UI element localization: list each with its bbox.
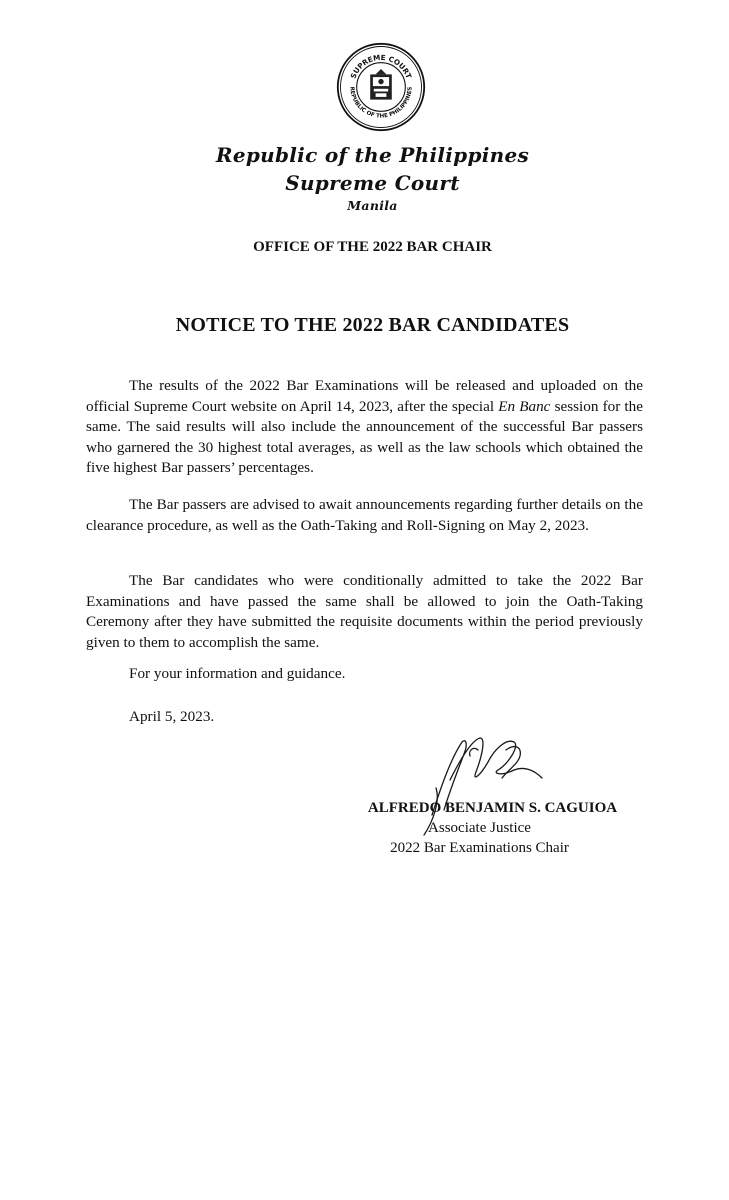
notice-date: April 5, 2023.	[129, 708, 215, 725]
header-court: Supreme Court	[285, 171, 460, 195]
closing-line: For your information and guidance.	[129, 665, 346, 682]
signatory-name: ALFREDO BENJAMIN S. CAGUIOA	[367, 800, 618, 816]
notice-title: NOTICE TO THE 2022 BAR CANDIDATES	[175, 314, 570, 336]
office-heading: OFFICE OF THE 2022 BAR CHAIR	[253, 239, 492, 255]
supreme-court-seal	[336, 42, 426, 132]
paragraph-1-part-b: session for the same. The said results will also include the announcement of the successful Bar passers who garnered the 30 highest total averages, as well as the law schools which obtained the five highest Bar passers’ percentages.	[86, 397, 643, 476]
signatory-role: 2022 Bar Examinations Chair	[390, 840, 569, 856]
paragraph-3: The Bar candidates who were conditionally admitted to take the 2022 Bar Examinations and have passed the same shall be allowed to join the Oath-Taking Ceremony after they have submitted the requisite documents within the period previously given to them to accomplish the same.	[86, 572, 643, 651]
paragraph-1-part-a: The results of the 2022 Bar Examinations will be released and uploaded on the official Supreme Court website on April 14, 2023, after the special	[86, 377, 643, 415]
header-city: Manila	[347, 198, 398, 213]
paragraph-1-en-banc: En Banc	[498, 397, 551, 415]
signatory-title: Associate Justice	[428, 820, 531, 836]
paragraph-2: The Bar passers are advised to await announcements regarding further details on the clearance procedure, as well as the Oath-Taking and Roll-Signing on May 2, 2023.	[86, 496, 643, 534]
seal-text-bottom: REPUBLIC OF THE PHILIPPINES	[348, 86, 414, 120]
header-republic: Republic of the Philippines	[215, 143, 530, 167]
seal-text-top: SUPREME COURT	[348, 52, 414, 80]
paragraph-1	[86, 376, 643, 479]
